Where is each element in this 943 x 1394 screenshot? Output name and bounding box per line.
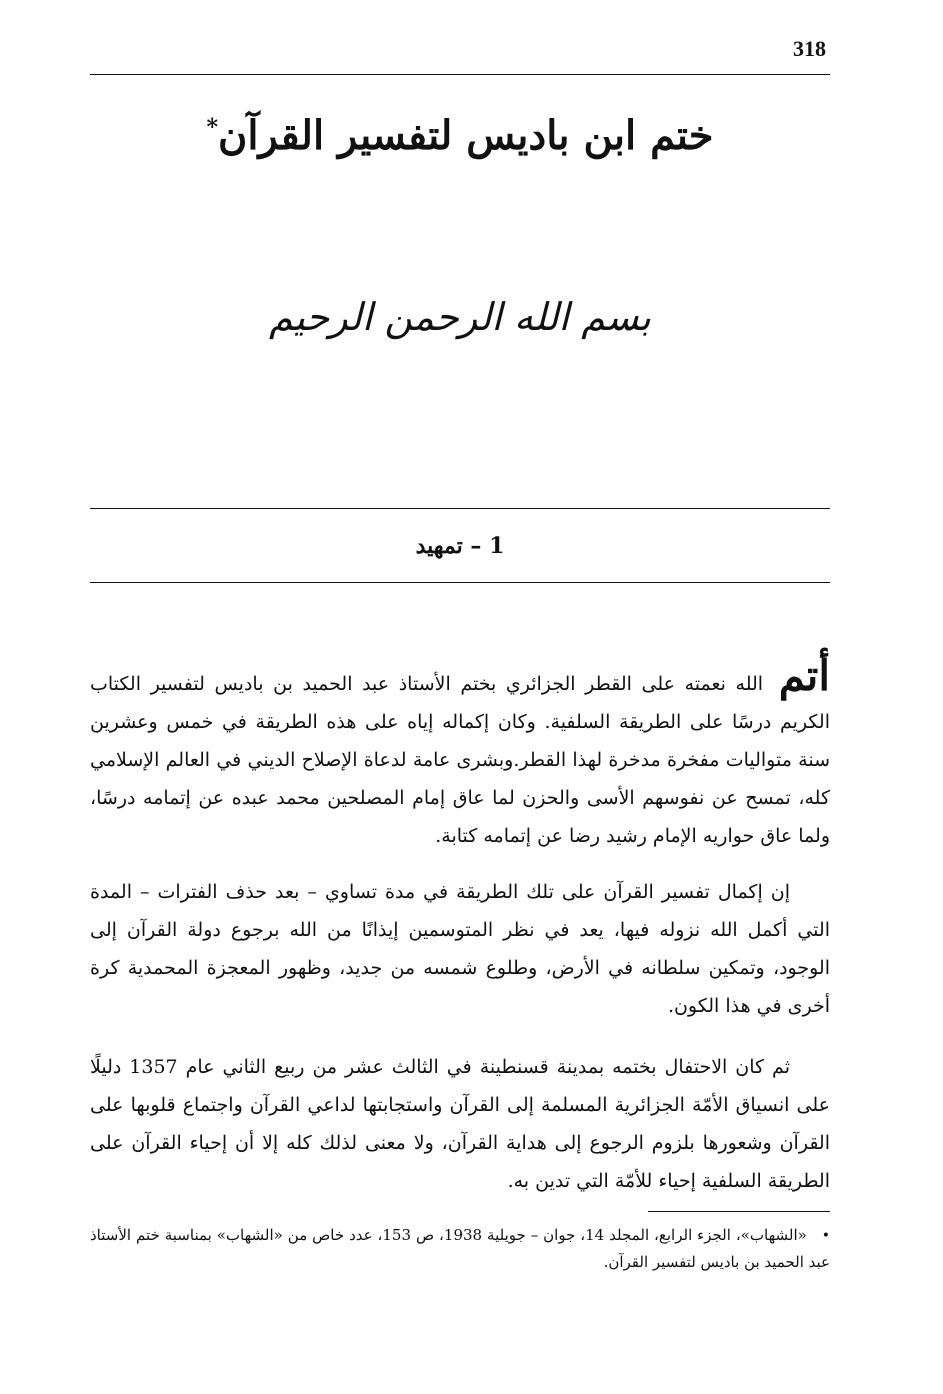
header-rule <box>90 74 830 75</box>
paragraph-dropcap: أتم <box>778 651 830 700</box>
paragraph-3: ثم كان الاحتفال بختمه بمدينة قسنطينة في الثالث عشر من ربيع الثاني عام 1357 دليلًا على انسياق الأمّة الجزائرية المسلمة إلى القرآن واستجابتها لداعي القرآن واجتماع قلوبها على القرآن وشعورها بلزوم الرجوع إلى هداية القرآن، ولا معنى لذلك كله إلا أن إحياء القرآن على الطريقة السلفية إحياء للأمّة التي تدين به. <box>90 1056 830 1192</box>
title-footnote-marker: * <box>206 114 218 141</box>
paragraph-2: إن إكمال تفسير القرآن على تلك الطريقة في مدة تساوي – بعد حذف الفترات – المدة التي أكمل الله نزوله فيها، يعد في نظر المتوسمين إيذانًا من الله برجوع دولة القرآن إلى الوجود، وتمكين سلطانه في الأرض، وطلوع شمسه من جديد، وظهور المعجزة المحمدية كرة أخرى في هذا الكون. <box>90 881 830 1017</box>
section-heading: 1 – تمهيد <box>415 533 505 559</box>
section-bottom-rule <box>90 582 830 583</box>
footnote-marker: • <box>821 1228 831 1244</box>
footnote-text: «الشهاب»، الجزء الرابع، المجلد 14، جوان – جويلية 1938، ص 153، عدد خاص من «الشهاب» بمناسبة ختم الأستاذ عبد الحميد بن باديس لتفسير القرآن. <box>90 1226 830 1271</box>
basmala: بسم الله الرحمن الرحيم <box>269 295 651 339</box>
section-top-rule <box>90 508 830 509</box>
page-number: 318 <box>793 36 826 61</box>
paragraph-1 <box>90 651 830 855</box>
footnote <box>90 1222 830 1275</box>
paragraph-1-text: الله نعمته على القطر الجزائري بختم الأستاذ عبد الحميد بن باديس لتفسير الكتاب الكريم درسًا على الطريقة السلفية. وكان إكماله إياه على هذه الطريقة في خمس وعشرين سنة متواليات مفخرة مدخرة لهذا القطر.وبشرى عامة لدعاة الإصلاح الديني في العالم الإسلامي كله، تمسح عن نفوسهم الأسى والحزن لما عاق إمام المصلحين محمد عبده عن إتمامه درسًا، ولما عاق حواريه الإمام رشيد رضا عن إتمامه كتابة. <box>90 673 830 847</box>
title-text: ختم ابن باديس لتفسير القرآن <box>218 112 714 159</box>
page-title <box>90 112 830 159</box>
footnote-rule <box>648 1211 830 1212</box>
